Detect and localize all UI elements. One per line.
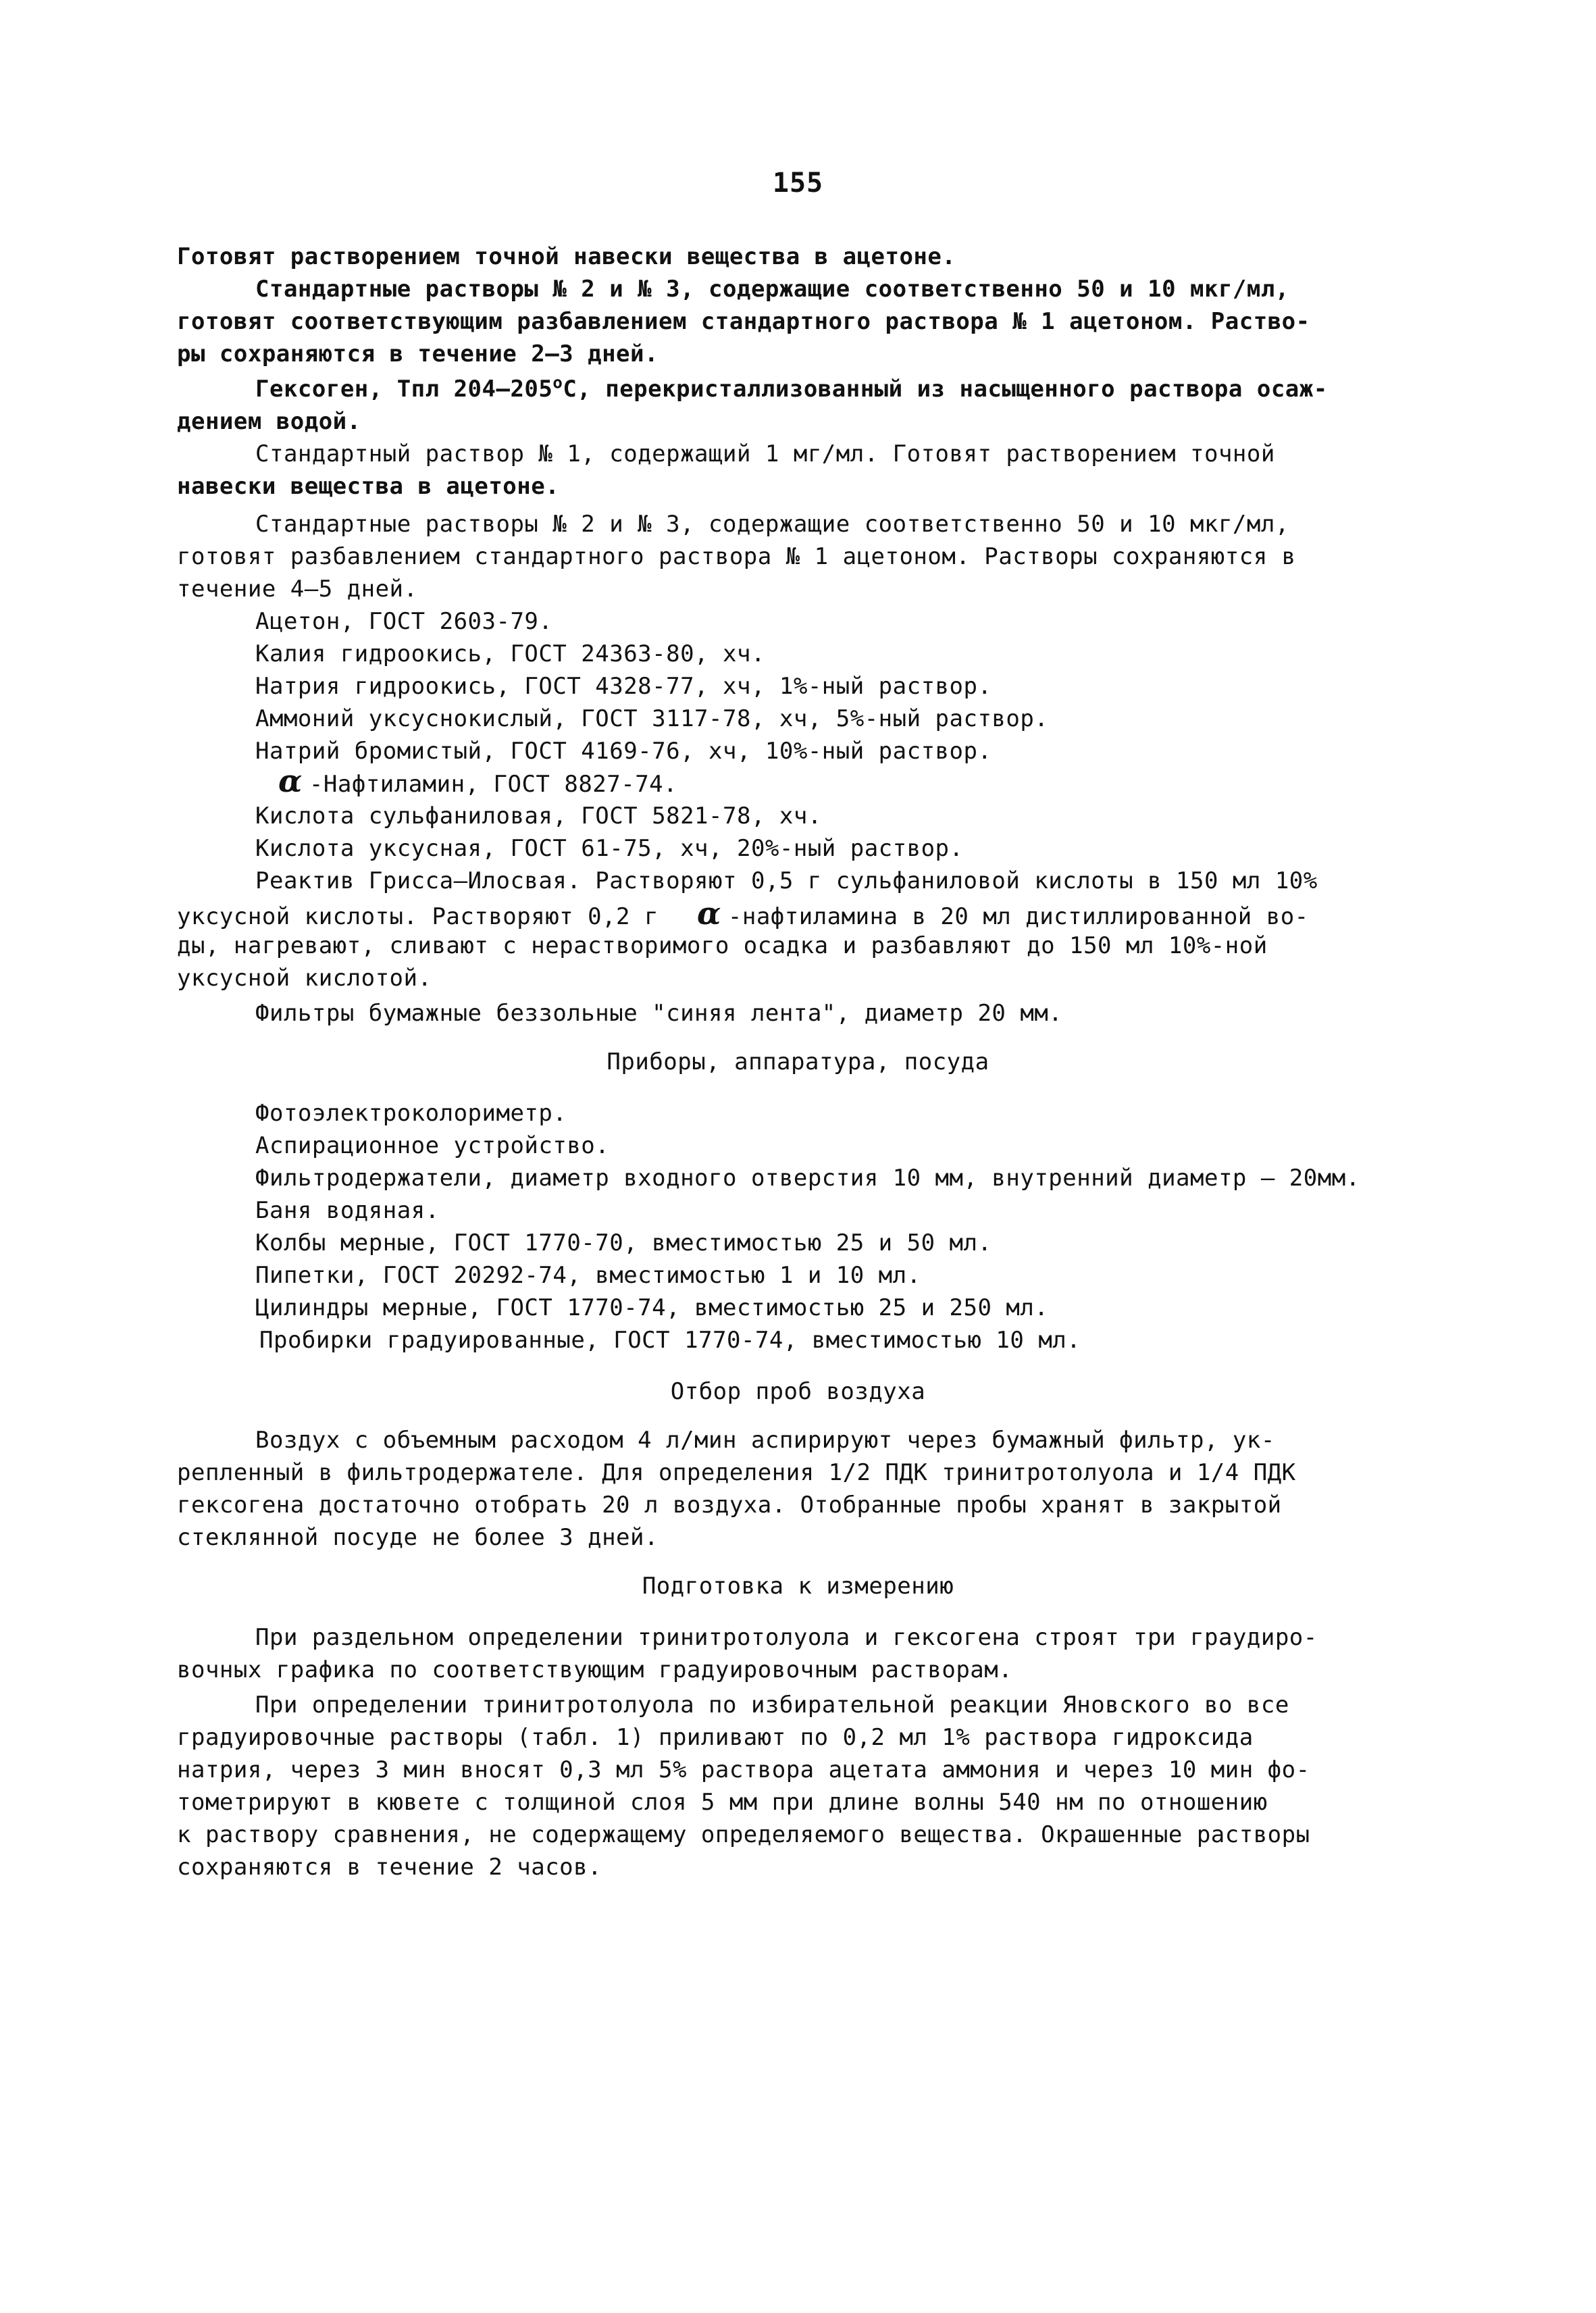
text-line: стеклянной посуде не более 3 дней.	[177, 1524, 659, 1551]
text-line: репленный в фильтродержателе. Для определения 1/2 ПДК тринитротолуола и 1/4 ПДК	[177, 1459, 1296, 1486]
alpha-symbol: α	[278, 763, 303, 799]
list-item: Баня водяная.	[255, 1197, 440, 1224]
text-line: готовят соответствующим разбавлением стандартного раствора № 1 ацетоном. Раство-	[177, 308, 1310, 335]
text-line: Стандартные растворы № 2 и № 3, содержащие соответственно 50 и 10 мкг/мл,	[255, 511, 1289, 538]
text-line: готовят разбавлением стандартного раствора № 1 ацетоном. Растворы сохраняются в	[177, 543, 1296, 570]
list-item: Пробирки градуированные, ГОСТ 1770-74, вместимостью 10 мл.	[259, 1327, 1081, 1354]
text-fragment: уксусной кислоты. Растворяют 0,2 г	[177, 903, 659, 930]
text-line: течение 4–5 дней.	[177, 576, 418, 603]
reagent-line	[177, 897, 1309, 933]
text-line: градуировочные растворы (табл. 1) приливают по 0,2 мл 1% раствора гидроксида	[177, 1724, 1254, 1751]
text-line: сохраняются в течение 2 часов.	[177, 1854, 602, 1881]
text-line: к раствору сравнения, не содержащему определяемого вещества. Окрашенные растворы	[177, 1821, 1310, 1848]
reagent-line: Кислота сульфаниловая, ГОСТ 5821-78, хч.	[255, 803, 822, 830]
reagent-line: Калия гидроокись, ГОСТ 24363-80, хч.	[255, 640, 765, 667]
reagent-line: Натрий бромистый, ГОСТ 4169-76, хч, 10%-ный раствор.	[255, 738, 992, 765]
section-heading: Отбор проб воздуха	[670, 1378, 926, 1405]
text-fragment: -Нафтиламин, ГОСТ 8827-74.	[309, 771, 678, 798]
section-heading: Подготовка к измерению	[642, 1573, 954, 1600]
text-line: тометрируют в кювете с толщиной слоя 5 мм при длине волны 540 нм по отношению	[177, 1789, 1268, 1816]
section-heading: Приборы, аппаратура, посуда	[607, 1048, 989, 1075]
list-item: Аспирационное устройство.	[255, 1132, 610, 1159]
reagent-line: Ацетон, ГОСТ 2603-79.	[255, 608, 553, 635]
reagent-line: ды, нагревают, сливают с нерастворимого осадка и разбавляют до 150 мл 10%-ной	[177, 932, 1268, 959]
text-line: дением водой.	[177, 408, 361, 435]
list-item: Колбы мерные, ГОСТ 1770-70, вместимостью 25 и 50 мл.	[255, 1229, 992, 1256]
text-line: При раздельном определении тринитротолуола и гексогена строят три граудиро-	[255, 1624, 1318, 1651]
text-fragment: Гексоген, Тпл 204–205	[255, 376, 553, 403]
reagent-line: Фильтры бумажные беззольные "синяя лента", диаметр 20 мм.	[255, 1000, 1063, 1027]
reagent-line: уксусной кислотой.	[177, 965, 432, 992]
list-item: Фотоэлектроколориметр.	[255, 1100, 567, 1127]
degree-mark: о	[552, 373, 563, 392]
list-item: Фильтродержатели, диаметр входного отверстия 10 мм, внутренний диаметр – 20мм.	[255, 1165, 1360, 1192]
text-line: вочных графика по соответствующим градуировочным растворам.	[177, 1656, 1013, 1683]
text-line: Готовят растворением точной навески вещества в ацетоне.	[177, 243, 956, 270]
text-line: гексогена достаточно отобрать 20 л воздуха. Отобранные пробы хранят в закрытой	[177, 1492, 1282, 1519]
reagent-line: Аммоний уксуснокислый, ГОСТ 3117-78, хч, 5%-ный раствор.	[255, 705, 1049, 732]
text-fragment: С, перекристаллизованный из насыщенного раствора осаж-	[563, 376, 1328, 403]
text-line	[255, 373, 1328, 405]
list-item: Пипетки, ГОСТ 20292-74, вместимостью 1 и 10 мл.	[255, 1262, 921, 1289]
list-item: Цилиндры мерные, ГОСТ 1770-74, вместимостью 25 и 250 мл.	[255, 1294, 1049, 1321]
page-number: 155	[772, 168, 824, 199]
text-line: навески вещества в ацетоне.	[177, 473, 560, 500]
text-line: Воздух с объемным расходом 4 л/мин аспирируют через бумажный фильтр, ук-	[255, 1427, 1275, 1454]
text-line: ры сохраняются в течение 2–3 дней.	[177, 340, 659, 367]
text-line: Стандартный раствор № 1, содержащий 1 мг/мл. Готовят растворением точной	[255, 440, 1275, 467]
reagent-line: Реактив Грисса–Илосвая. Растворяют 0,5 г сульфаниловой кислоты в 150 мл 10%	[255, 867, 1318, 894]
reagent-line	[278, 765, 677, 800]
reagent-line: Натрия гидроокись, ГОСТ 4328-77, хч, 1%-ный раствор.	[255, 673, 992, 700]
text-line: При определении тринитротолуола по избирательной реакции Яновского во все	[255, 1692, 1289, 1719]
text-line: Стандартные растворы № 2 и № 3, содержащие соответственно 50 и 10 мкг/мл,	[255, 276, 1289, 303]
alpha-symbol: α	[696, 895, 721, 932]
text-fragment: -нафтиламина в 20 мл дистиллированной во-	[727, 903, 1309, 930]
reagent-line: Кислота уксусная, ГОСТ 61-75, хч, 20%-ный раствор.	[255, 835, 964, 862]
text-line: натрия, через 3 мин вносят 0,3 мл 5% раствора ацетата аммония и через 10 мин фо-	[177, 1756, 1310, 1783]
